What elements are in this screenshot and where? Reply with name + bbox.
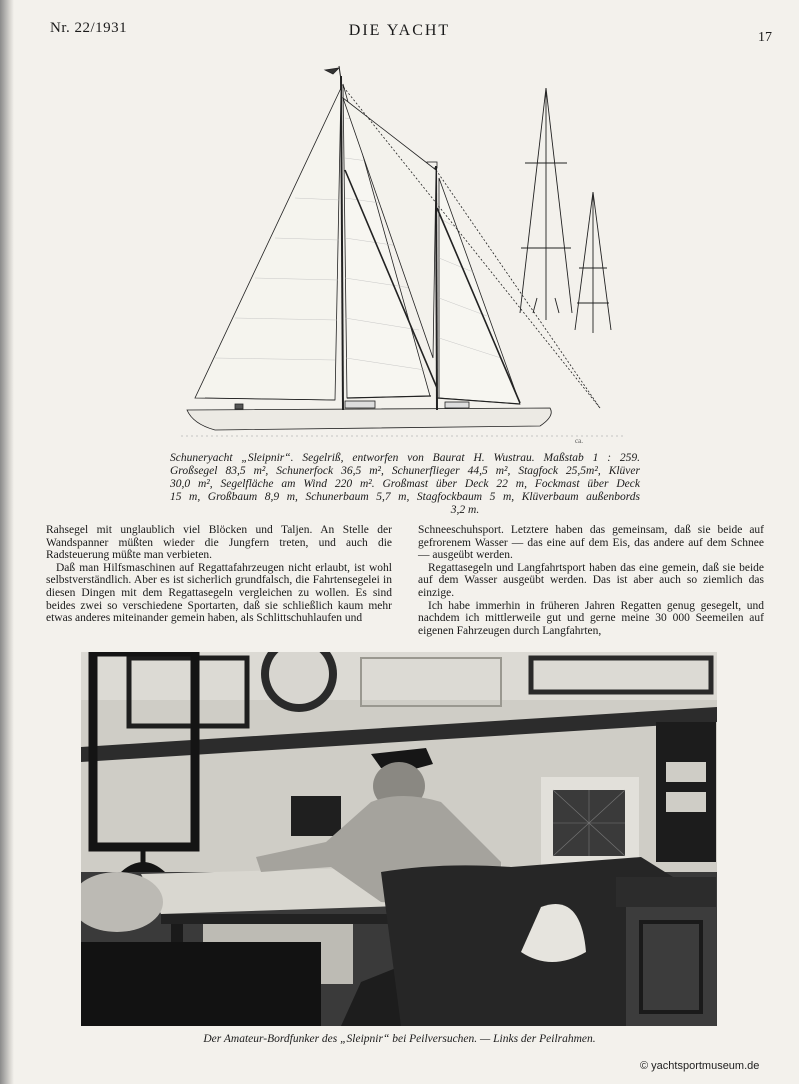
paragraph: Regattasegeln und Langfahrtsport haben das eine gemein, daß sie beide auf dem Wasser ausgeübt werden. Das ist aber auch so ziemlich das einzige. xyxy=(418,561,764,599)
paragraph: Ich habe immerhin in früheren Jahren Regatten genug gesegelt, und nachdem ich mittlerweile gut und gerne meine 30 000 Seemeilen auf eigenen Fahrzeugen durch Langfahrten, xyxy=(418,599,764,637)
page-number: 17 xyxy=(758,30,772,45)
cabin-photograph xyxy=(81,652,717,1026)
caption-line: 15 m, Großbaum 8,9 m, Schunerbaum 5,7 m, Stagfockbaum 5 m, Klüverbaum außenbords xyxy=(170,491,640,503)
sail-plan-caption xyxy=(170,452,640,517)
issue-number: Nr. 22/1931 xyxy=(50,20,128,36)
paragraph: Schneeschuhsport. Letztere haben das gemeinsam, daß sie beide auf gefrorenem Wasser — das eine auf dem Eis, das andere auf dem Schnee — ausgeübt werden. xyxy=(418,524,764,562)
svg-text:ca.: ca. xyxy=(575,437,583,445)
caption-line: Schuneryacht „Sleipnir“. Segelriß, entworfen von Baurat H. Wustrau. Maßstab 1 : 259. xyxy=(170,452,640,464)
copyright-watermark: © yachtsportmuseum.de xyxy=(640,1060,760,1072)
journal-title: DIE YACHT xyxy=(348,22,451,39)
caption-line: Großsegel 83,5 m², Schunerfock 36,5 m², Schunerflieger 44,5 m², Stagfock 25,5m², Klüver xyxy=(170,465,640,477)
article-column-right xyxy=(418,524,764,637)
photo-caption: Der Amateur-Bordfunker des „Sleipnir“ bei Peilversuchen. — Links der Peilrahmen. xyxy=(203,1033,596,1045)
sail-plan-drawing xyxy=(175,58,625,448)
article-column-left xyxy=(46,524,392,625)
caption-line: 3,2 m. xyxy=(450,504,480,516)
paragraph: Daß man Hilfsmaschinen auf Regattafahrzeugen nicht erlaubt, ist wohl selbstverständlich. Aber es ist sicherlich grundfalsch, die Fahrtensegelei in diesen Dingen mit dem Regattasegeln vergleichen zu wollen. Es sind beides zwei so verschiedene Sportarten, daß sie schließlich kaum mehr etwas anderes miteinander gemein haben, als Schlittschuhlaufen und xyxy=(46,561,392,625)
caption-line: 30,0 m², Segelfläche am Wind 220 m². Großmast über Deck 22 m, Fockmast über Deck xyxy=(170,478,640,490)
page-binding-edge xyxy=(0,0,14,1084)
paragraph: Rahsegel mit unglaublich viel Blöcken und Taljen. An Stelle der Wandspanner müßten wieder die Jungfern treten, und auch die Radsteuerung müßte man verbieten. xyxy=(46,524,392,562)
